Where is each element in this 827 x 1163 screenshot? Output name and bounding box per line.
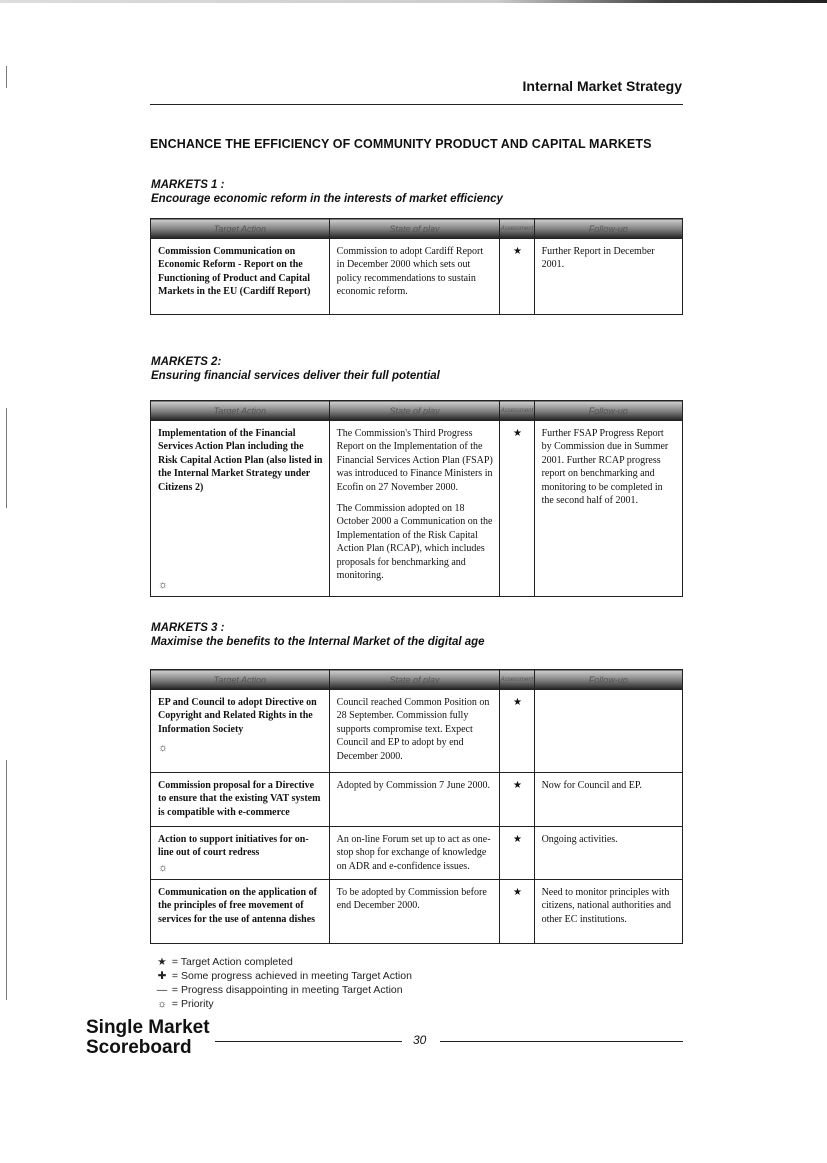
col-state-of-play: State of play [329, 670, 500, 690]
target-action-cell [151, 690, 330, 773]
margin-mark [6, 408, 7, 508]
target-action-text: EP and Council to adopt Directive on Copyright and Related Rights in the Information Society [158, 697, 317, 735]
follow-up-cell: Further Report in December 2001. [534, 239, 682, 315]
markets-3-heading [151, 621, 485, 649]
markets-1-label: MARKETS 1 : [151, 179, 225, 191]
markets-1-subtitle: Encourage economic reform in the interests of market efficiency [151, 193, 503, 205]
status-star-icon: ★ [500, 827, 534, 880]
follow-up-cell: Further FSAP Progress Report by Commission due in Summer 2001. Further RCAP progress report on benchmarking and monitoring to be completed in the second half of 2001. [534, 421, 682, 597]
markets-2-table [150, 400, 683, 597]
priority-icon: ☼ [158, 861, 169, 874]
header-rule [150, 104, 683, 105]
follow-up-cell: Ongoing activities. [534, 827, 682, 880]
page-header-title: Internal Market Strategy [522, 78, 682, 94]
margin-mark [6, 66, 7, 88]
col-target-action: Target Action [151, 219, 330, 239]
table-row [151, 690, 683, 773]
markets-2-heading [151, 355, 440, 383]
state-of-play-cell: Adopted by Commission 7 June 2000. [329, 773, 500, 827]
markets-2-label: MARKETS 2: [151, 356, 222, 368]
markets-2-subtitle: Ensuring financial services deliver their full potential [151, 370, 440, 382]
state-of-play-text-2: The Commission adopted on 18 October 2000 a Communication on the Implementation of the Risk Capital Action Plan (RCAP), which includes proposals for benchmarking and monitoring. [336, 503, 493, 582]
state-of-play-cell: Commission to adopt Cardiff Report in December 2000 which sets out policy recommendations to sustain economic reform. [329, 239, 500, 315]
footer-title-line1: Single Market [86, 1017, 210, 1038]
footer-rule [215, 1041, 402, 1042]
target-action-cell: Commission Communication on Economic Reform - Report on the Functioning of Product and Capital Markets in the EU (Cardiff Report) [151, 239, 330, 315]
priority-icon: ☼ [158, 742, 169, 755]
target-action-cell: Communication on the application of the principles of free movement of services for the use of antenna dishes [151, 880, 330, 944]
table-row [151, 239, 683, 315]
target-action-cell [151, 421, 330, 597]
table-header-row [151, 401, 683, 421]
legend-item [155, 956, 293, 968]
markets-3-table [150, 669, 683, 944]
col-target-action: Target Action [151, 670, 330, 690]
follow-up-cell: Need to monitor principles with citizens, national authorities and other EC institutions. [534, 880, 682, 944]
top-rule [0, 0, 827, 3]
table-row [151, 827, 683, 880]
follow-up-cell [534, 690, 682, 773]
col-assessment: Assessment [500, 670, 534, 690]
markets-3-subtitle: Maximise the benefits to the Internal Market of the digital age [151, 636, 485, 648]
table-header-row [151, 670, 683, 690]
state-of-play-text: The Commission's Third Progress Report on the Implementation of the Financial Services Action Plan (FSAP) was introduced to Finance Ministers in Ecofin on 27 November 2000. [336, 428, 493, 493]
state-of-play-cell: Council reached Common Position on 28 September. Commission fully supports compromise text. Expect Council and EP to adopt by end December 2000. [329, 690, 500, 773]
state-of-play-cell: To be adopted by Commission before end December 2000. [329, 880, 500, 944]
plus-icon: ✚ [157, 970, 167, 982]
star-icon: ★ [157, 956, 167, 968]
legend-text: = Target Action completed [171, 956, 293, 968]
markets-1-heading [151, 178, 503, 206]
priority-icon: ☼ [157, 998, 167, 1010]
follow-up-cell: Now for Council and EP. [534, 773, 682, 827]
legend-text: = Priority [171, 998, 214, 1010]
col-follow-up: Follow-up [534, 401, 682, 421]
minus-icon: — [156, 984, 168, 996]
legend-item [155, 970, 412, 982]
markets-3-label: MARKETS 3 : [151, 622, 225, 634]
section-heading: ENCHANCE THE EFFICIENCY OF COMMUNITY PRODUCT AND CAPITAL MARKETS [150, 137, 652, 151]
target-action-cell: Commission proposal for a Directive to ensure that the existing VAT system is compatible with e-commerce [151, 773, 330, 827]
table-row [151, 880, 683, 944]
col-state-of-play: State of play [329, 401, 500, 421]
legend-item [155, 998, 214, 1010]
col-assessment: Assessment [500, 219, 534, 239]
status-star-icon: ★ [500, 773, 534, 827]
state-of-play-cell [329, 421, 500, 597]
status-star-icon: ★ [500, 239, 534, 315]
col-target-action: Target Action [151, 401, 330, 421]
legend-text: = Progress disappointing in meeting Target Action [171, 984, 403, 996]
col-assessment: Assessment [500, 401, 534, 421]
col-state-of-play: State of play [329, 219, 500, 239]
priority-icon: ☼ [158, 578, 169, 591]
table-row [151, 773, 683, 827]
page-number: 30 [413, 1033, 427, 1047]
state-of-play-cell: An on-line Forum set up to act as one-stop shop for exchange of knowledge on ADR and e-confidence issues. [329, 827, 500, 880]
footer-rule [440, 1041, 683, 1042]
target-action-text: Action to support initiatives for on-line out of court redress [158, 834, 309, 859]
target-action-text: Implementation of the Financial Services Action Plan including the Risk Capital Action Plan (also listed in the Internal Market Strategy under Citizens 2) [158, 428, 323, 493]
markets-1-table [150, 218, 683, 315]
col-follow-up: Follow-up [534, 670, 682, 690]
table-header-row [151, 219, 683, 239]
col-follow-up: Follow-up [534, 219, 682, 239]
target-action-cell [151, 827, 330, 880]
legend-item [155, 984, 403, 996]
footer-title [86, 1018, 210, 1058]
status-star-icon: ★ [500, 421, 534, 597]
legend-text: = Some progress achieved in meeting Target Action [171, 970, 412, 982]
footer-title-line2: Scoreboard [86, 1037, 192, 1058]
status-star-icon: ★ [500, 690, 534, 773]
status-star-icon: ★ [500, 880, 534, 944]
table-row [151, 421, 683, 597]
margin-mark [6, 760, 7, 1000]
